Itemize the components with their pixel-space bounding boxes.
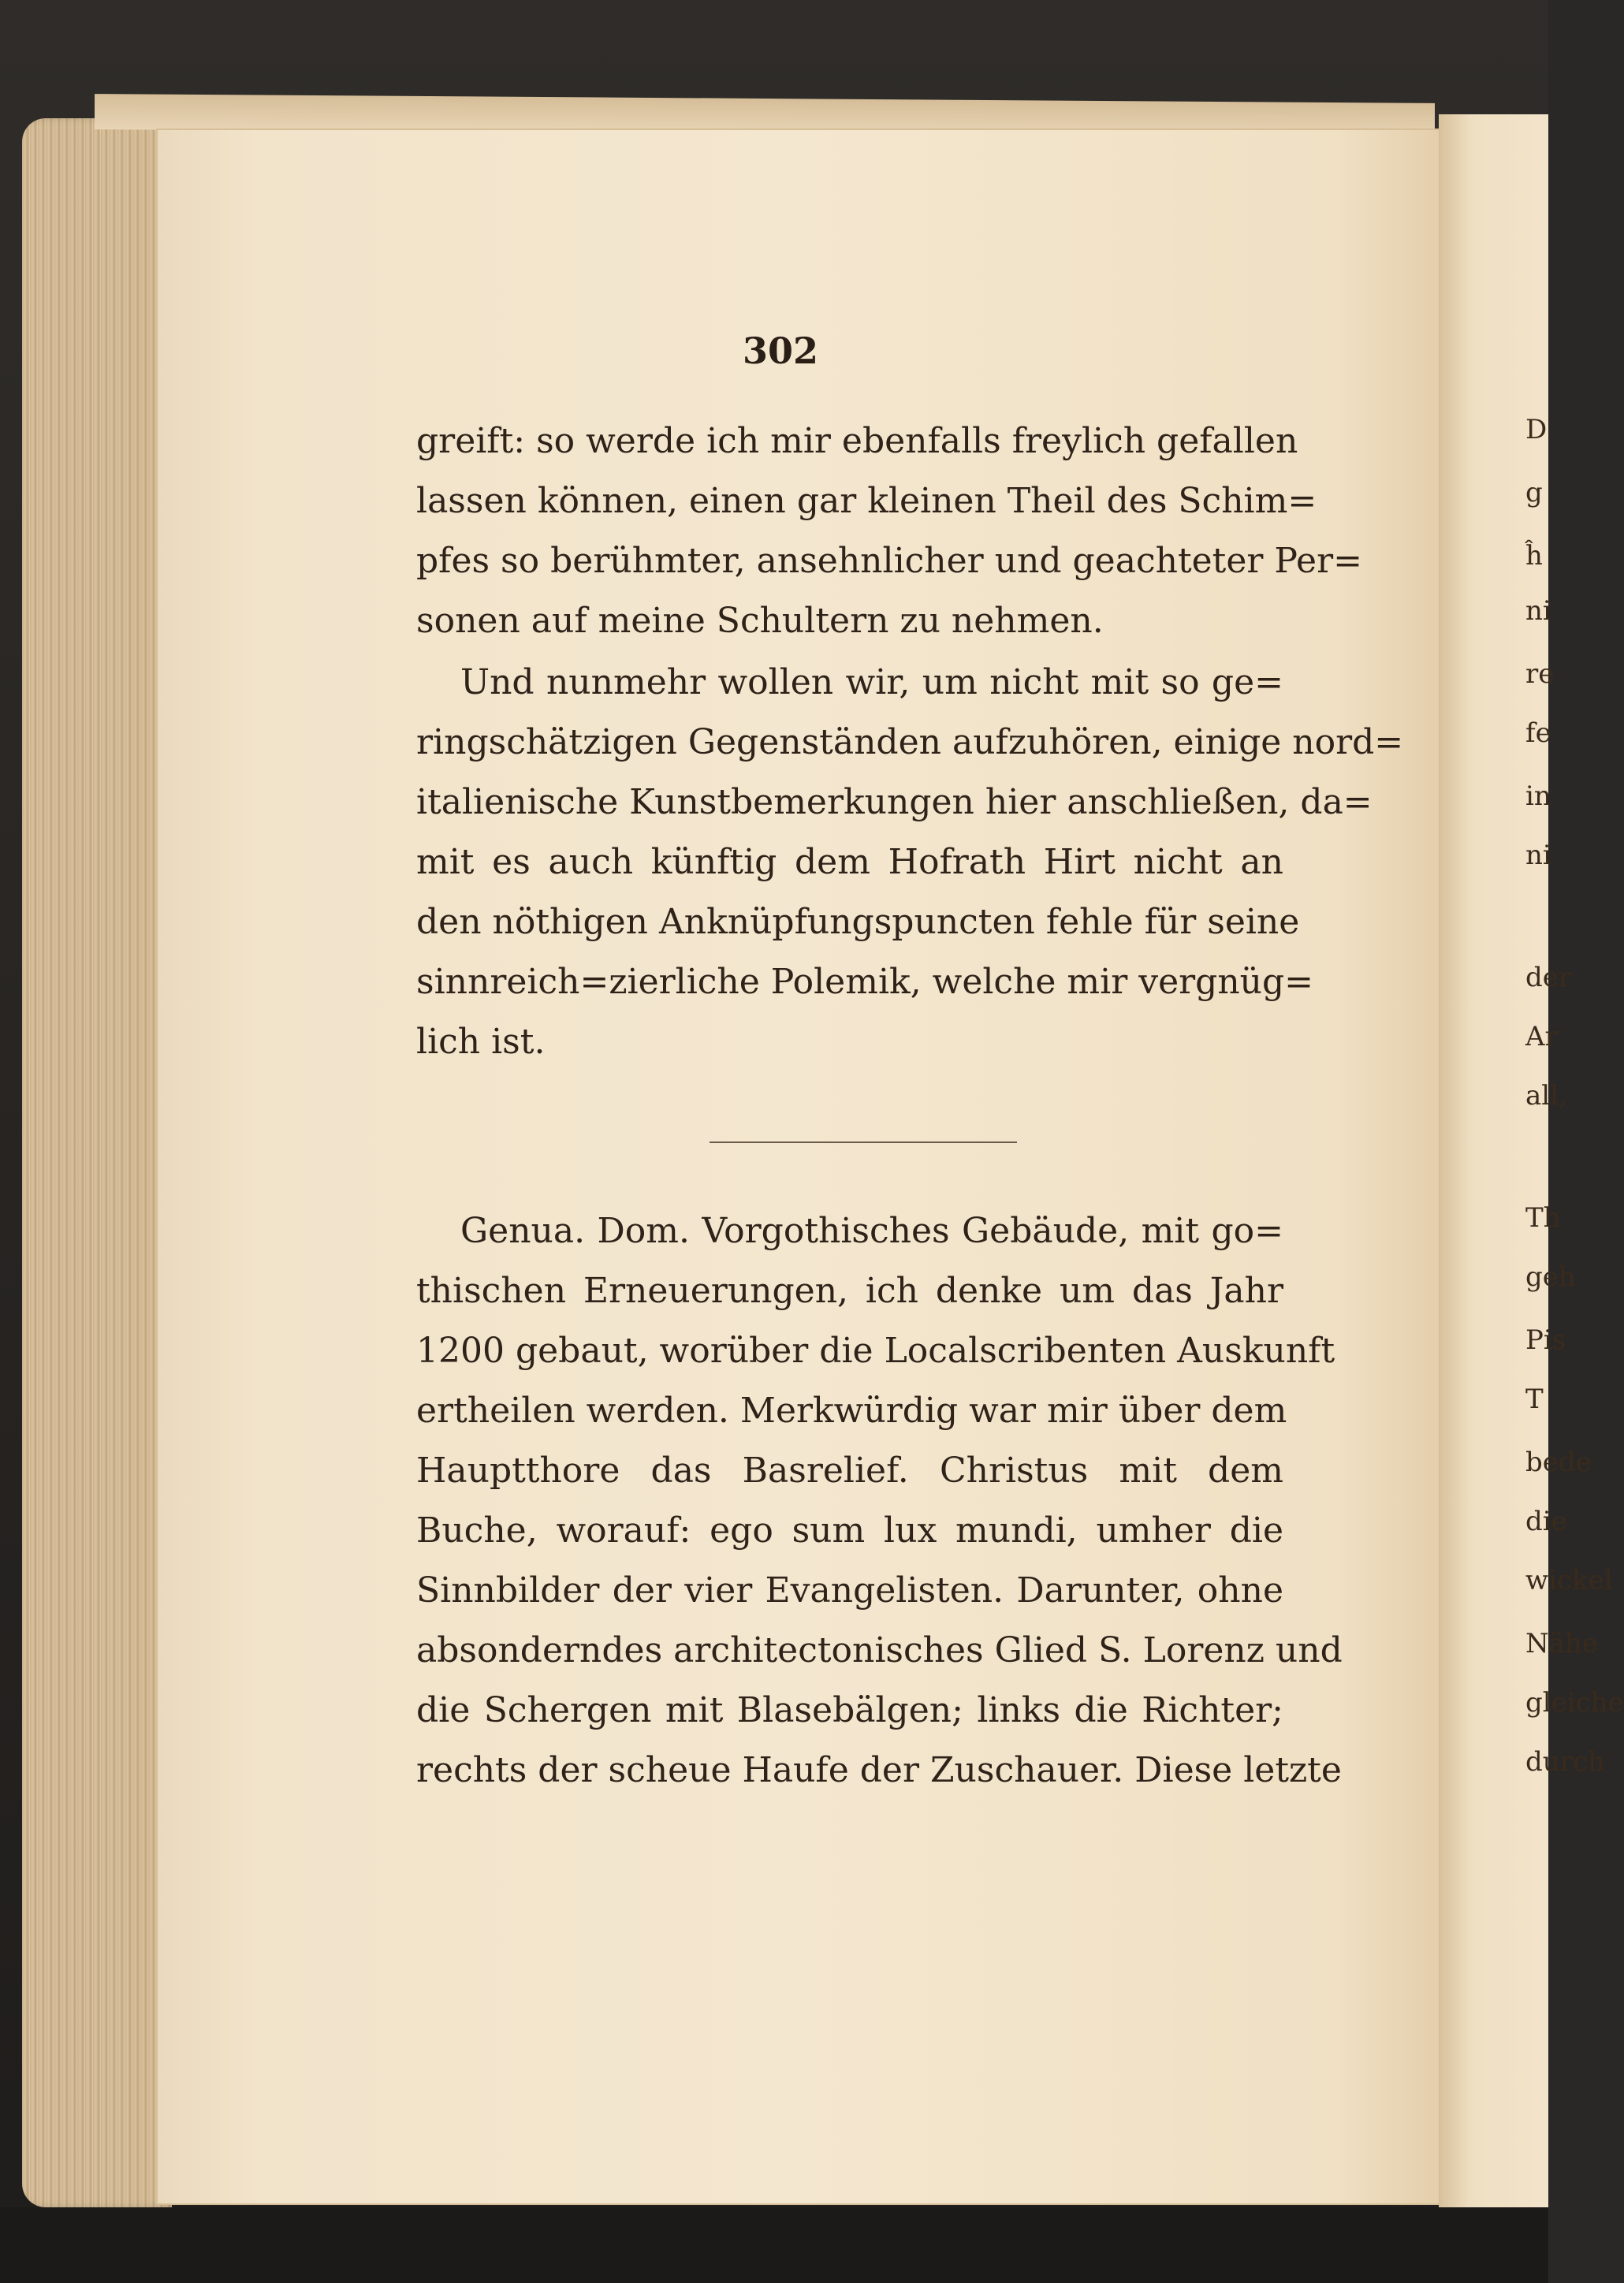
facing-text: all, — [1525, 1080, 1567, 1112]
paragraph-2 — [416, 653, 1404, 1072]
text-line: pfes so berühmter, ansehnlicher und geachteter Per= — [416, 541, 1362, 581]
facing-text: durch — [1525, 1746, 1605, 1778]
facing-text: bede — [1525, 1447, 1592, 1478]
text-line: sonen auf meine Schultern zu nehmen. — [416, 601, 1104, 641]
text-line: greift: so werde ich mir ebenfalls freylich gefallen — [416, 421, 1298, 461]
facing-text: der — [1525, 962, 1572, 993]
facing-text: T — [1525, 1384, 1544, 1415]
text-line: Buche, worauf: ego sum lux mundi, umher die — [416, 1510, 1283, 1551]
facing-text: ni — [1525, 595, 1551, 627]
text-line: ringschätzigen Gegenständen aufzuhören, einige nord= — [416, 722, 1404, 762]
text-line: die Schergen mit Blasebälgen; links die Richter; — [416, 1690, 1283, 1730]
text-line: thischen Erneuerungen, ich denke um das Jahr — [416, 1271, 1283, 1311]
text-line: sinnreich=zierliche Polemik, welche mir vergnüg= — [416, 962, 1314, 1002]
facing-text: Ar — [1525, 1021, 1558, 1052]
text-line: rechts der scheue Haufe der Zuschauer. Diese letzte — [416, 1750, 1342, 1790]
text-line: lassen können, einen gar kleinen Theil des Schim= — [416, 481, 1317, 521]
facing-text: re — [1525, 658, 1555, 690]
facing-text: Th — [1525, 1202, 1561, 1234]
page-edges — [22, 118, 172, 2207]
text-line: mit es auch künftig dem Hofrath Hirt nicht an — [416, 842, 1283, 882]
paragraph-1 — [416, 412, 1362, 651]
text-line: 1200 gebaut, worüber die Localscribenten Auskunft — [416, 1331, 1335, 1371]
facing-text: ni — [1525, 840, 1551, 871]
facing-text: D — [1525, 414, 1548, 445]
text-line: lich ist. — [416, 1022, 546, 1062]
text-line: den nöthigen Anknüpfungspuncten fehle für seine — [416, 902, 1300, 942]
facing-text: Nähe — [1525, 1628, 1599, 1659]
facing-text: wickel — [1525, 1565, 1613, 1596]
text-line: italienische Kunstbemerkungen hier anschließen, da= — [416, 782, 1373, 822]
facing-text: geh — [1525, 1261, 1576, 1293]
text-line: Genua. Dom. Vorgothisches Gebäude, mit go= — [460, 1211, 1283, 1251]
bottom-shadow — [0, 2207, 1548, 2283]
section-divider — [710, 1142, 1017, 1143]
text-line: ertheilen werden. Merkwürdig war mir über dem — [416, 1391, 1287, 1431]
facing-text: ĥ — [1525, 540, 1543, 572]
text-line: Hauptthore das Basrelief. Christus mit dem — [416, 1451, 1283, 1491]
text-line: Sinnbilder der vier Evangelisten. Darunter, ohne — [416, 1570, 1283, 1611]
facing-text: gleiche — [1525, 1687, 1624, 1719]
facing-text: die — [1525, 1506, 1567, 1537]
facing-text: fe — [1525, 717, 1551, 749]
text-line: absonderndes architectonisches Glied S. Lorenz und — [416, 1630, 1343, 1670]
facing-text: in — [1525, 780, 1551, 812]
paragraph-3 — [416, 1201, 1343, 1801]
text-line: Und nunmehr wollen wir, um nicht mit so ge= — [460, 662, 1283, 702]
facing-text: g — [1525, 477, 1543, 508]
facing-text: Pis — [1525, 1324, 1566, 1356]
page-number: 302 — [742, 330, 819, 372]
